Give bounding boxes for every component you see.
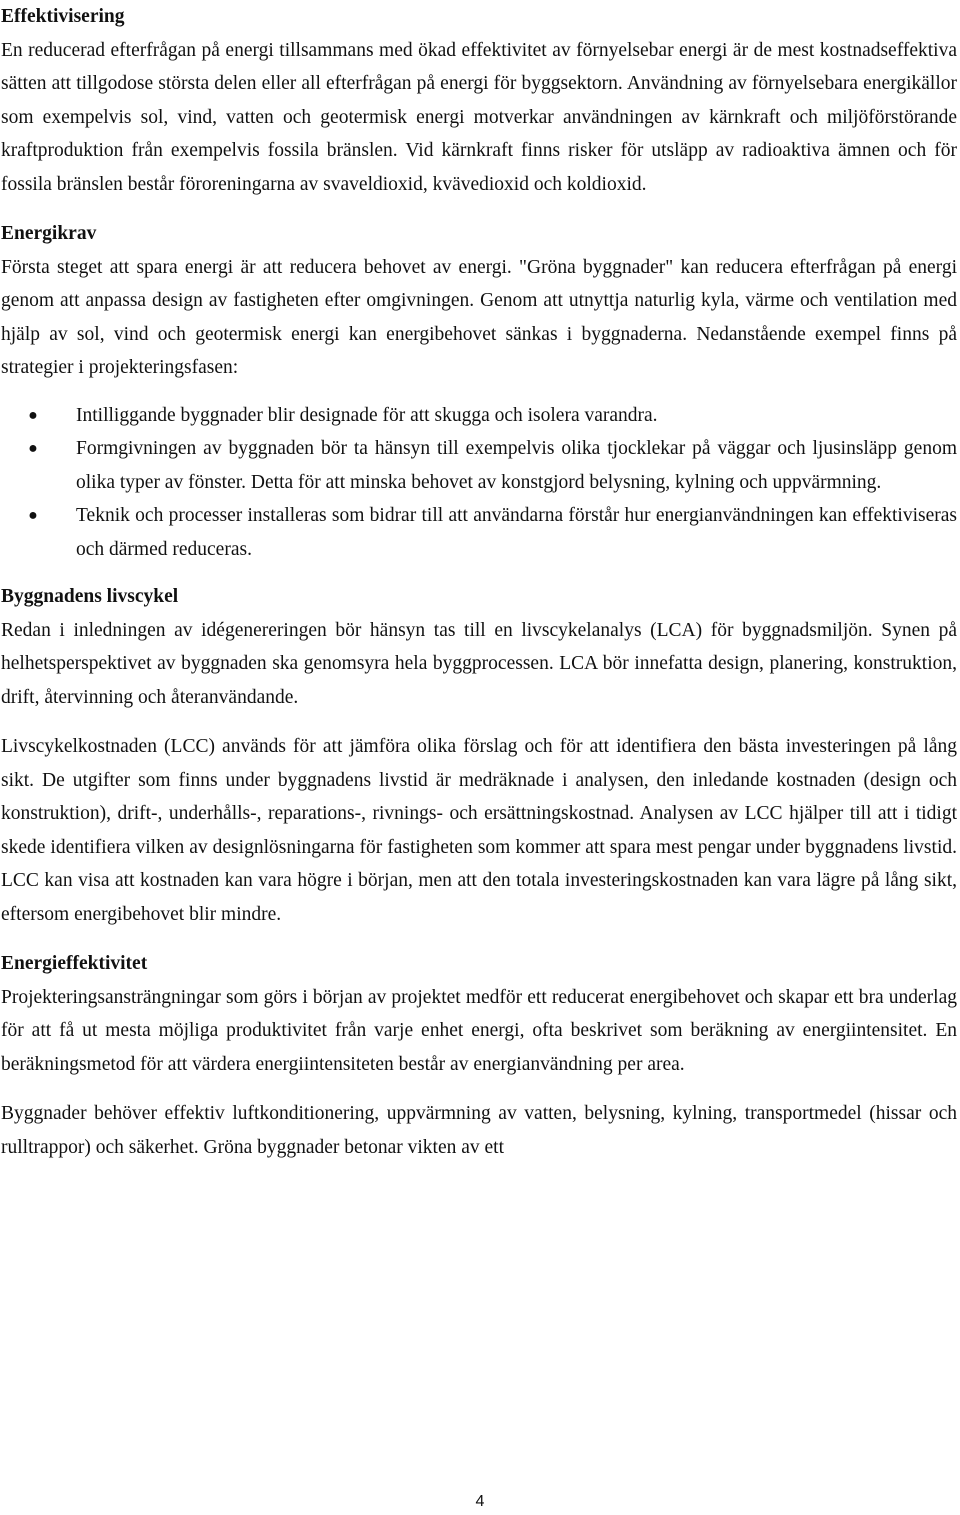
section-heading-energieffektivitet: Energieffektivitet: [1, 953, 148, 974]
paragraph-energikrav: Första steget att spara energi är att reducera behovet av energi. "Gröna byggnader" kan reducera efterfrågan på energi genom att anpassa design av fastigheten efter omgivningen. Genom att utnyttja naturlig kyla, värme och ventilation med hjälp av sol, vind och geotermisk energi kan energibehovet sänkas i byggnaderna. Nedanstående exempel finns på strategier i projekteringsfasen:: [1, 256, 957, 378]
section-heading-energikrav: Energikrav: [1, 223, 97, 244]
list-item: [1, 432, 957, 499]
section-heading-byggnadens-livscykel: Byggnadens livscykel: [1, 586, 179, 607]
list-item: [1, 499, 957, 566]
paragraph-energieffektivitet-1: Projekteringsansträngningar som görs i början av projektet medför ett reducerat energibehovet och skapar ett bra underlag för att få ut mesta möjliga produktivitet från varje enhet energi, ofta beskrivet som beräkning av energiintensitet. En beräkningsmetod för att värdera energiintensiteten består av energianvändning per area.: [1, 986, 957, 1075]
paragraph-livscykel-lcc: Livscykelkostnaden (LCC) används för att jämföra olika förslag och för att identifiera den bästa investeringen på lång sikt. De utgifter som finns under byggnadens livstid är medräknade i analysen, den inledande kostnaden (design och konstruktion), drift-, underhålls-, reparations-, rivnings- och ersättningskostnad. Analysen av LCC hjälper till att i tidigt skede identifiera vilken av designlösningarna för fastigheten som kommer att spara mest pengar under byggnadens livstid. LCC kan visa att kostnaden kan vara högre i början, men att den totala investeringskostnaden kan vara lägre på lång sikt, eftersom energibehovet blir mindre.: [1, 736, 957, 925]
strategy-bullet-list: [1, 399, 957, 567]
bullet-text: Formgivningen av byggnaden bör ta hänsyn till exempelvis olika tjocklekar på väggar och ljusinsläpp genom olika typer av fönster. Detta för att minska behovet av konstgjord belysning, kylning och uppvärmning.: [76, 438, 957, 493]
section-heading-effektivisering: Effektivisering: [1, 6, 125, 27]
bullet-icon: ●: [28, 440, 38, 457]
bullet-icon: ●: [28, 507, 38, 524]
paragraph-energieffektivitet-2: Byggnader behöver effektiv luftkonditionering, uppvärmning av vatten, belysning, kylning, transportmedel (hissar och rulltrappor) och säkerhet. Gröna byggnader betonar vikten av ett: [1, 1103, 957, 1158]
bullet-text: Teknik och processer installeras som bidrar till att användarna förstår hur energianvändningen kan effektiviseras och därmed reduceras.: [76, 505, 957, 560]
bullet-text: Intilliggande byggnader blir designade för att skugga och isolera varandra.: [76, 404, 658, 426]
bullet-icon: ●: [28, 406, 38, 424]
paragraph-effektivisering: En reducerad efterfrågan på energi tillsammans med ökad effektivitet av förnyelsebar energi är de mest kostnadseffektiva sätten att tillgodose största delen eller all efterfrågan på energi för byggsektorn. Användning av förnyelsebara energikällor som exempelvis sol, vind, vatten och geotermisk energi motverkar användningen av kärnkraft och miljöförstörande kraftproduktion från exempelvis fossila bränslen. Vid kärnkraft finns risker för utsläpp av radioaktiva ämnen och för fossila bränslen består föroreningarna av svaveldioxid, kvävedioxid och koldioxid.: [1, 39, 957, 195]
page-number: 4: [475, 1493, 485, 1510]
list-item: [1, 399, 957, 433]
paragraph-livscykel-lca: Redan i inledningen av idégenereringen bör hänsyn tas till en livscykelanalys (LCA) för byggnadsmiljön. Synen på helhetsperspektivet av byggnaden ska genomsyra hela byggprocessen. LCA bör innefatta design, planering, konstruktion, drift, återvinning och återanvändande.: [1, 619, 957, 708]
